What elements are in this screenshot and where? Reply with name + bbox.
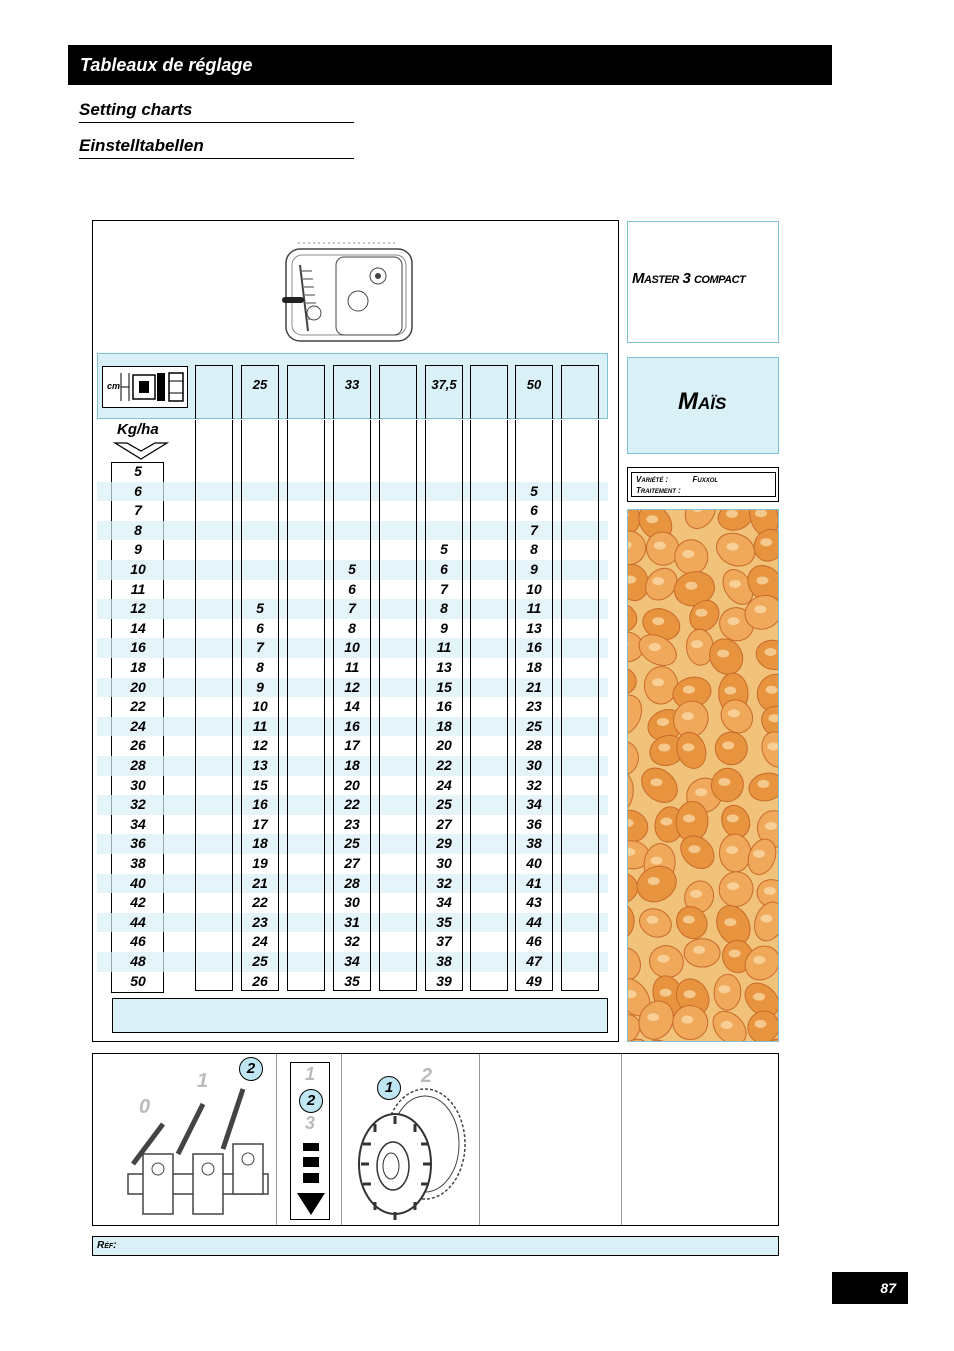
variety-label: Variété : xyxy=(636,475,669,484)
seed-highlight xyxy=(726,846,738,854)
seed-highlight xyxy=(652,617,664,625)
seed-highlight xyxy=(682,712,694,720)
column-header: 37,5 xyxy=(431,377,457,392)
table-cell: 5 xyxy=(530,482,538,499)
table-cell: 8 xyxy=(348,619,356,636)
table-cell: 43 xyxy=(526,894,542,911)
seed-highlight xyxy=(727,543,739,551)
rate-label: 11 xyxy=(130,580,146,597)
step-1: 1 xyxy=(305,1064,316,1084)
header-divider xyxy=(470,419,508,420)
table-cell: 5 xyxy=(256,600,264,617)
seed-highlight xyxy=(684,990,696,998)
table-cell: 46 xyxy=(526,933,542,950)
table-cell: 28 xyxy=(526,737,542,754)
table-cell: 7 xyxy=(530,521,538,538)
lever-position-1: 1 xyxy=(197,1070,209,1092)
blank-column xyxy=(470,365,508,991)
table-cell: 9 xyxy=(530,561,538,577)
rate-label: 42 xyxy=(130,894,146,911)
seed-highlight xyxy=(717,650,729,658)
seed-highlight xyxy=(728,709,740,717)
seed-highlight xyxy=(646,515,658,523)
table-cell: 10 xyxy=(252,698,268,715)
seed-highlight xyxy=(681,1016,693,1024)
step-indicator xyxy=(290,1062,330,1220)
maize-seed xyxy=(628,771,635,814)
seed-highlight xyxy=(764,887,776,895)
blank-column xyxy=(195,365,233,991)
reference-field xyxy=(92,1236,779,1256)
table-cell: 23 xyxy=(526,698,542,715)
rate-label: 26 xyxy=(130,737,146,754)
seed-highlight xyxy=(764,648,776,656)
seed-highlight xyxy=(682,743,694,751)
table-cell: 24 xyxy=(252,933,268,950)
table-cell: 14 xyxy=(344,698,360,715)
blank-column xyxy=(561,365,599,991)
seed-highlight xyxy=(659,989,671,997)
page-title-bar: Tableaux de réglage xyxy=(68,45,832,85)
seed-highlight xyxy=(693,946,705,954)
unit-cm-label: cm xyxy=(107,381,121,391)
table-cell: 25 xyxy=(252,953,268,969)
distributor-box-illustration xyxy=(278,231,428,356)
rate-label: 28 xyxy=(130,757,146,773)
table-cell: 35 xyxy=(436,913,452,930)
table-cell: 6 xyxy=(256,619,264,636)
table-cell: 16 xyxy=(436,698,452,715)
seed-highlight xyxy=(754,605,766,613)
table-cell: 11 xyxy=(344,659,360,675)
table-cell: 27 xyxy=(436,815,452,832)
seed-highlight xyxy=(652,577,664,585)
rate-label: 18 xyxy=(130,659,146,675)
table-cell: 6 xyxy=(348,580,356,597)
table-cell: 8 xyxy=(440,600,448,617)
rate-label: 8 xyxy=(134,521,142,538)
table-cell: 17 xyxy=(344,737,360,754)
table-cell: 22 xyxy=(344,796,360,813)
table-cell: 35 xyxy=(344,972,360,989)
maize-seed xyxy=(628,598,640,637)
table-cell: 16 xyxy=(526,639,542,656)
table-cell: 20 xyxy=(344,776,360,793)
subtitle-english: Setting charts xyxy=(79,100,354,123)
rate-label: 16 xyxy=(130,639,146,656)
seed-highlight xyxy=(724,918,736,926)
seed-highlight xyxy=(690,890,702,898)
rate-label: 5 xyxy=(134,463,142,479)
seed-highlight xyxy=(726,510,738,518)
table-cell: 9 xyxy=(440,619,448,636)
seed-highlight xyxy=(767,742,779,750)
table-cell: 7 xyxy=(348,600,356,617)
crop-name: Maïs xyxy=(678,388,727,415)
table-cell: 34 xyxy=(344,953,360,969)
rate-label: 20 xyxy=(130,678,146,695)
lever-position-2: 2 xyxy=(246,1060,256,1077)
seed-highlight xyxy=(727,882,739,890)
table-cell: 38 xyxy=(526,835,542,852)
seed-highlight xyxy=(760,538,772,546)
seed-highlight xyxy=(682,550,694,558)
rate-label: 22 xyxy=(130,698,146,715)
seed-highlight xyxy=(722,741,734,749)
setting-chart xyxy=(92,220,619,1042)
maize-seed xyxy=(753,637,779,673)
table-cell: 31 xyxy=(344,913,360,930)
table-cell: 11 xyxy=(436,639,452,656)
table-cell: 12 xyxy=(252,737,268,754)
seed-highlight xyxy=(651,857,663,865)
table-cell: 22 xyxy=(252,894,268,911)
table-cell: 10 xyxy=(344,639,360,656)
seed-highlight xyxy=(727,814,739,822)
lever-position-0: 0 xyxy=(139,1096,151,1118)
table-cell: 24 xyxy=(436,776,452,793)
seed-highlight xyxy=(657,718,669,726)
seed-highlight xyxy=(718,778,730,786)
seed-highlight xyxy=(729,580,741,588)
table-cell: 25 xyxy=(526,717,542,734)
seed-highlight xyxy=(695,609,707,617)
table-cell: 29 xyxy=(436,835,452,852)
seed-highlight xyxy=(754,1020,766,1028)
header-divider xyxy=(195,419,233,420)
seed-highlight xyxy=(753,956,765,964)
table-cell: 30 xyxy=(344,894,360,911)
column-header: 25 xyxy=(252,377,268,392)
table-cell: 25 xyxy=(344,835,360,852)
rate-label: 12 xyxy=(130,600,146,617)
rate-label: 30 xyxy=(130,776,146,793)
seed-highlight xyxy=(753,850,765,858)
maize-seed xyxy=(628,902,636,941)
table-cell: 30 xyxy=(436,855,452,871)
table-cell: 16 xyxy=(344,717,360,734)
table-cell: 19 xyxy=(252,855,268,871)
blank-column xyxy=(287,365,325,991)
seed-highlight xyxy=(753,993,765,1001)
table-cell: 13 xyxy=(252,757,268,773)
rate-unit-label: Kg/ha xyxy=(117,421,159,438)
rate-label: 44 xyxy=(130,913,146,930)
header-divider xyxy=(561,419,599,420)
maize-seed xyxy=(628,944,644,984)
rate-label: 10 xyxy=(130,561,146,577)
table-cell: 39 xyxy=(436,972,452,989)
table-cell: 15 xyxy=(252,776,268,793)
table-cell: 6 xyxy=(530,502,538,519)
seed-highlight xyxy=(685,582,697,590)
page-number: 87 xyxy=(832,1272,908,1304)
seed-highlight xyxy=(760,915,772,923)
blank-column xyxy=(379,365,417,991)
maize-seed-photo xyxy=(627,509,779,1042)
table-cell: 11 xyxy=(526,600,542,617)
table-cell: 13 xyxy=(436,659,452,675)
table-cell: 17 xyxy=(252,815,268,832)
descending-arrow-icon xyxy=(295,1141,327,1219)
step-3: 3 xyxy=(305,1113,316,1133)
table-cell: 9 xyxy=(256,678,264,695)
table-cell: 32 xyxy=(526,776,542,793)
seed-highlight xyxy=(766,686,778,694)
table-cell: 18 xyxy=(436,717,452,734)
rate-label: 9 xyxy=(134,541,142,558)
table-cell: 12 xyxy=(344,678,360,695)
lever-position-2-badge xyxy=(239,1057,263,1081)
variety-panel xyxy=(627,467,779,502)
header-divider xyxy=(287,419,325,420)
table-cell: 15 xyxy=(436,678,452,695)
table-cell: 21 xyxy=(252,874,268,891)
table-cell: 26 xyxy=(252,972,268,989)
seed-highlight xyxy=(718,985,730,993)
rate-label: 6 xyxy=(134,482,142,499)
seed-highlight xyxy=(657,955,669,963)
seed-highlight xyxy=(683,814,695,822)
maize-seed xyxy=(628,690,648,741)
table-cell: 32 xyxy=(436,874,452,891)
wheel-position-2: 2 xyxy=(421,1065,433,1087)
wheel-sprocket-illustration xyxy=(355,1084,475,1224)
header-divider xyxy=(333,419,371,420)
column-header: 50 xyxy=(526,377,542,392)
rate-label: 7 xyxy=(134,502,142,519)
seed-highlight xyxy=(757,780,769,788)
table-cell: 10 xyxy=(526,580,542,597)
header-divider xyxy=(241,419,279,420)
seed-highlight xyxy=(649,643,661,651)
table-cell: 8 xyxy=(256,659,264,675)
seed-highlight xyxy=(724,687,736,695)
maize-seed xyxy=(628,528,648,567)
table-cell: 36 xyxy=(526,815,542,832)
seed-highlight xyxy=(652,678,664,686)
seed-highlight xyxy=(729,949,741,957)
rate-label: 46 xyxy=(130,933,146,950)
table-cell: 16 xyxy=(252,796,268,813)
table-cell: 11 xyxy=(252,717,268,734)
table-cell: 40 xyxy=(526,855,542,871)
rate-label: 50 xyxy=(130,972,146,989)
table-cell: 28 xyxy=(344,874,360,891)
table-cell: 49 xyxy=(526,972,542,989)
seed-highlight xyxy=(658,743,670,751)
seed-highlight xyxy=(721,1021,733,1029)
treatment-label: Traitement : xyxy=(636,486,681,495)
step-2: 2 xyxy=(306,1092,316,1109)
seed-highlight xyxy=(683,916,695,924)
table-cell: 18 xyxy=(252,835,268,852)
table-cell: 41 xyxy=(526,874,542,891)
table-cell: 20 xyxy=(436,737,452,754)
header-divider xyxy=(425,419,463,420)
table-cell: 7 xyxy=(256,639,264,656)
wheel-position-1: 1 xyxy=(384,1079,394,1096)
machine-name: Master 3 compact xyxy=(632,270,746,287)
seed-highlight xyxy=(728,617,740,625)
rate-label: 34 xyxy=(130,815,146,832)
seed-highlight xyxy=(648,877,660,885)
table-cell: 27 xyxy=(344,855,360,871)
table-cell: 25 xyxy=(436,796,452,813)
table-cell: 34 xyxy=(526,796,542,813)
table-cell: 5 xyxy=(440,541,448,558)
seed-highlight xyxy=(695,788,707,796)
adjustment-diagram-box xyxy=(92,1053,779,1226)
wheel-position-1-badge xyxy=(377,1076,401,1100)
step-2-badge xyxy=(299,1089,323,1113)
header-divider xyxy=(379,419,417,420)
maize-seed xyxy=(628,665,637,696)
rate-label: 14 xyxy=(130,619,146,636)
table-cell: 23 xyxy=(344,815,360,832)
rate-label: 24 xyxy=(130,717,146,734)
seed-highlight xyxy=(683,686,695,694)
table-cell: 34 xyxy=(436,894,452,911)
seed-highlight xyxy=(654,542,666,550)
table-cell: 37 xyxy=(436,933,452,950)
seed-highlight xyxy=(765,822,777,830)
table-cell: 21 xyxy=(526,678,542,695)
seed-highlight xyxy=(691,640,703,648)
table-cell: 18 xyxy=(344,757,360,773)
seed-highlight xyxy=(646,916,658,924)
table-cell: 5 xyxy=(348,561,356,577)
header-divider xyxy=(515,419,553,420)
rate-label: 48 xyxy=(130,953,146,969)
chart-footer-band xyxy=(112,998,608,1033)
rate-label: 36 xyxy=(130,835,146,852)
seed-highlight xyxy=(756,577,768,585)
maize-seed xyxy=(679,510,722,534)
seed-highlight xyxy=(651,778,663,786)
row-spacing-icon xyxy=(102,366,188,408)
table-cell: 32 xyxy=(344,933,360,950)
table-cell: 22 xyxy=(436,757,452,773)
variety-value: Fuxxol xyxy=(692,475,719,484)
seed-highlight xyxy=(688,845,700,853)
down-arrow-icon xyxy=(113,441,169,461)
rate-label: 40 xyxy=(130,874,146,891)
table-cell: 6 xyxy=(440,561,448,577)
rate-label: 38 xyxy=(130,855,146,871)
table-cell: 23 xyxy=(252,913,268,930)
table-cell: 30 xyxy=(526,757,542,773)
table-cell: 38 xyxy=(436,953,452,969)
table-cell: 8 xyxy=(530,541,538,558)
seed-highlight xyxy=(647,1013,659,1021)
maize-seed xyxy=(628,737,643,780)
seed-highlight xyxy=(660,818,672,826)
table-cell: 47 xyxy=(526,953,542,969)
table-cell: 13 xyxy=(526,619,542,636)
subtitle-german: Einstelltabellen xyxy=(79,136,354,159)
table-cell: 7 xyxy=(440,580,448,597)
rate-label: 32 xyxy=(130,796,146,813)
column-header: 33 xyxy=(344,377,360,392)
reference-label: Réf: xyxy=(97,1240,117,1251)
table-cell: 44 xyxy=(526,913,542,930)
table-cell: 18 xyxy=(526,659,542,675)
machine-panel xyxy=(627,221,779,343)
crop-panel xyxy=(627,357,779,454)
